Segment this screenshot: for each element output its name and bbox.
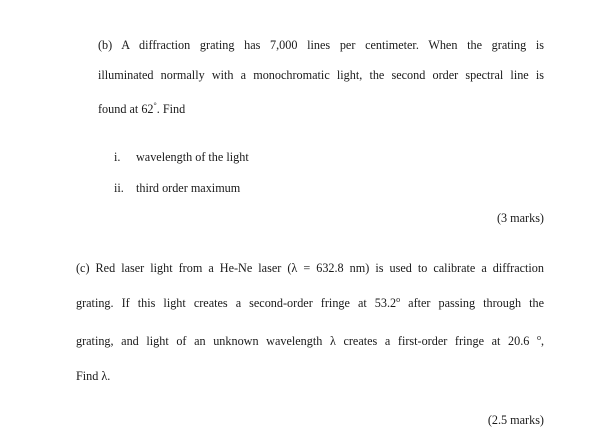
question-c-line-4: Find λ. (76, 369, 111, 383)
question-c-line-1: (c) Red laser light from a He-Ne laser (λ = 632.8 nm) is used to calibrate a diffraction (76, 261, 544, 275)
question-c-line-3-text: grating, and light of an unknown wavelength λ creates a first-order fringe at 20.6 (76, 334, 537, 348)
list-item-text: third order maximum (136, 181, 241, 195)
question-b-item-2 (114, 181, 240, 195)
list-marker: i. (114, 150, 121, 164)
question-b-line-1: (b) A diffraction grating has 7,000 lines per centimeter. When the grating is (98, 38, 544, 52)
question-c-line-3-tail: , (540, 334, 544, 348)
list-item-text: wavelength of the light (136, 150, 249, 164)
question-c-line-2-tail: after passing through the (400, 296, 544, 310)
question-b-line-3 (98, 102, 185, 116)
question-c-line-2-text: grating. If this light creates a second-order fringe at 53.2 (76, 296, 397, 310)
question-b-find-text: . Find (156, 102, 186, 116)
question-b-item-1 (114, 150, 249, 164)
degree-symbol: o (396, 295, 401, 304)
question-b-line-2: illuminated normally with a monochromatic light, the second order spectral line is (98, 68, 544, 82)
question-c-marks: (2.5 marks) (487, 413, 544, 427)
question-b-angle-text: found at 62 (98, 102, 154, 116)
degree-symbol: ° (153, 101, 157, 110)
question-c-line-3 (76, 334, 544, 348)
list-marker: ii. (114, 181, 124, 195)
question-b-marks: (3 marks) (496, 211, 544, 225)
question-c-line-2 (76, 296, 544, 310)
degree-symbol: o (536, 333, 541, 342)
